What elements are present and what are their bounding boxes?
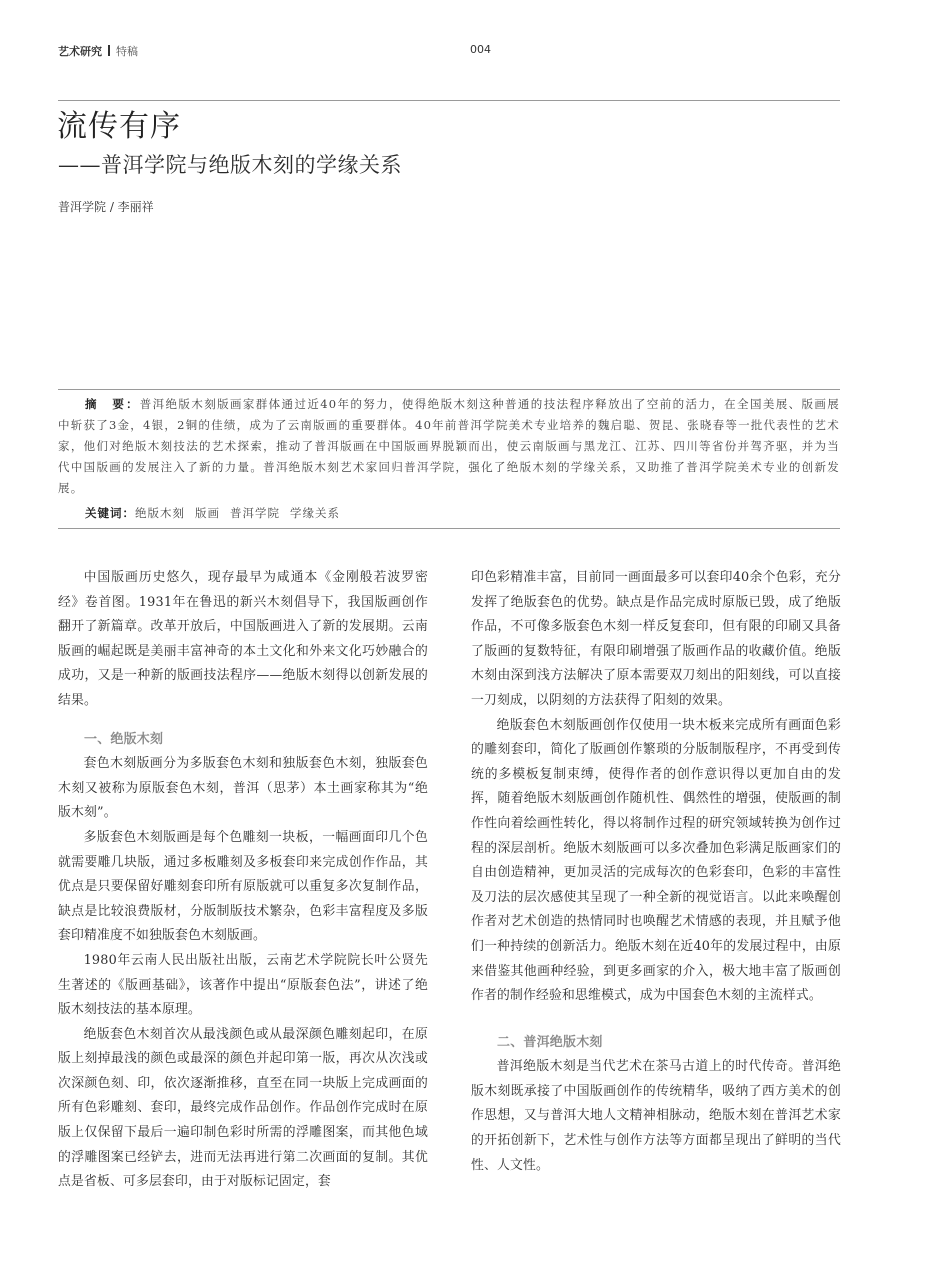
- header-rule: [58, 100, 840, 101]
- article-subtitle: ——普洱学院与绝版木刻的学缘关系: [58, 153, 402, 177]
- body-paragraph: 印色彩精准丰富，目前同一画面最多可以套印40余个色彩，充分发挥了绝版套色的优势。缺点是作品完成时原版已毁，成了绝版作品，不可像多版套色木刻一样反复套印，但有限的印刷又具备了版画的复数特征，有限印刷增强了版画作品的收藏价值。绝版木刻由深到浅方法解决了原本需要双刀刻出的阳刻线，可以直接一刀刻成，以阴刻的方法获得了阳刻的效果。: [471, 570, 841, 708]
- keyword: 版画: [195, 506, 220, 520]
- keywords: [58, 503, 840, 524]
- keywords-label: 关键词：: [85, 506, 135, 520]
- body-paragraph: 套色木刻版画分为多版套色木刻和独版套色木刻，独版套色木刻又被称为原版套色木刻，普洱（思茅）本土画家称其为“绝版木刻”。: [58, 756, 428, 821]
- abstract-label: 摘 要：: [85, 397, 140, 411]
- keyword: 绝版木刻: [135, 506, 185, 520]
- abstract-top-rule: [58, 389, 840, 390]
- body-paragraph: 1980年云南人民出版社出版，云南艺术学院院长叶公贤先生著述的《版画基础》，该著作中提出“原版套色法”，讲述了绝版木刻技法的基本原理。: [58, 952, 428, 1018]
- body-paragraph: 中国版画历史悠久，现存最早为咸通本《金刚般若波罗密经》卷首图。1931年在鲁迅的新兴木刻倡导下，我国版画创作翻开了新篇章。改革开放后，中国版画进入了新的发展期。云南版画的崛起既是美丽丰富神奇的本土文化和外来文化巧妙融合的成功，又是一种新的版画技法程序——绝版木刻得以创新发展的结果。: [58, 570, 428, 708]
- article-title: 流传有序: [57, 109, 181, 144]
- section-heading: 一、绝版木刻: [84, 731, 164, 747]
- abstract-text: 普洱绝版木刻版画家群体通过近40年的努力，使得绝版木刻这种普通的技法程序释放出了空前的活力，在全国美展、版画展中斩获了3金，4银，2铜的佳绩，成为了云南版画的重要群体。40年前普洱学院美术专业培养的魏启聪、贺昆、张晓春等一批代表性的艺术家，他们对绝版木刻技法的艺术探索，推动了普洱版画在中国版画界脱颖而出，使云南版画与黑龙江、江苏、四川等省份并驾齐驱，并为当代中国版画的发展注入了新的力量。普洱绝版木刻艺术家回归普洱学院，强化了绝版木刻的学缘关系，又助推了普洱学院美术专业的创新发展。: [58, 397, 840, 495]
- page-number: 004: [470, 43, 491, 56]
- abstract: [58, 394, 840, 499]
- header-divider: [108, 45, 110, 56]
- body-paragraph: 多版套色木刻版画是每个色雕刻一块板，一幅画面印几个色就需要雕几块版，通过多板雕刻及多板套印来完成创作作品，其优点是只要保留好雕刻套印所有原版就可以重复多次复制作品，缺点是比较浪费版材，分版制版技术繁杂，色彩丰富程度及多版套印精准度不如独版套色木刻版画。: [58, 829, 428, 944]
- keyword: 普洱学院: [230, 506, 280, 520]
- right-column: [471, 566, 841, 1178]
- abstract-bottom-rule: [58, 528, 840, 529]
- left-column: [58, 566, 428, 1195]
- body-paragraph: 普洱绝版木刻是当代艺术在茶马古道上的时代传奇。普洱绝版木刻既承接了中国版画创作的传统精华，吸纳了西方美术的创作思想，又与普洱大地人文精神相脉动，绝版木刻在普洱艺术家的开拓创新下，艺术性与创作方法等方面都呈现出了鲜明的当代性、人文性。: [471, 1059, 841, 1173]
- body-paragraph: 绝版套色木刻首次从最浅颜色或从最深颜色雕刻起印，在原版上刻掉最浅的颜色或最深的颜色并起印第一版，再次从次浅或次深颜色刻、印，依次逐渐推移，直至在同一块版上完成画面的所有色彩雕刻、套印，最终完成作品创作。作品创作完成时在原版上仅保留下最后一遍印制色彩时所需的浮雕图案，而其他色域的浮雕图案已经铲去，进而无法再进行第二次画面的复制。其优点是省板、可多层套印，由于对版标记固定，套: [58, 1026, 428, 1190]
- author-line: 普洱学院 / 李丽祥: [58, 200, 154, 214]
- running-header: [58, 43, 840, 61]
- section-heading: 二、普洱绝版木刻: [497, 1034, 603, 1050]
- section-name: 特稿: [116, 45, 138, 58]
- keyword: 学缘关系: [290, 506, 340, 520]
- journal-name: 艺术研究: [58, 45, 102, 58]
- body-paragraph: 绝版套色木刻版画创作仅使用一块木板来完成所有画面色彩的雕刻套印，简化了版画创作繁琐的分版制版程序，不再受到传统的多模板复制束缚，使得作者的创作意识得以更加自由的发挥，随着绝版木刻版画创作随机性、偶然性的增强，使版画的制作性向着绘画性转化，得以将制作过程的研究领域转换为创作过程的深层剖析。绝版木刻版画可以多次叠加色彩满足版画家们的自由创造精神，更加灵活的完成每次的色彩套印，色彩的丰富性及刀法的层次感使其呈现了一种全新的视觉语言。以此来唤醒创作者对艺术创造的热情同时也唤醒艺术情感的表现，并且赋予他们一种持续的创新活力。绝版木刻在近40年的发展过程中，由原来借鉴其他画种经验，到更多画家的介入，极大地丰富了版画创作者的制作经验和思维模式，成为中国套色木刻的主流样式。: [471, 717, 841, 1004]
